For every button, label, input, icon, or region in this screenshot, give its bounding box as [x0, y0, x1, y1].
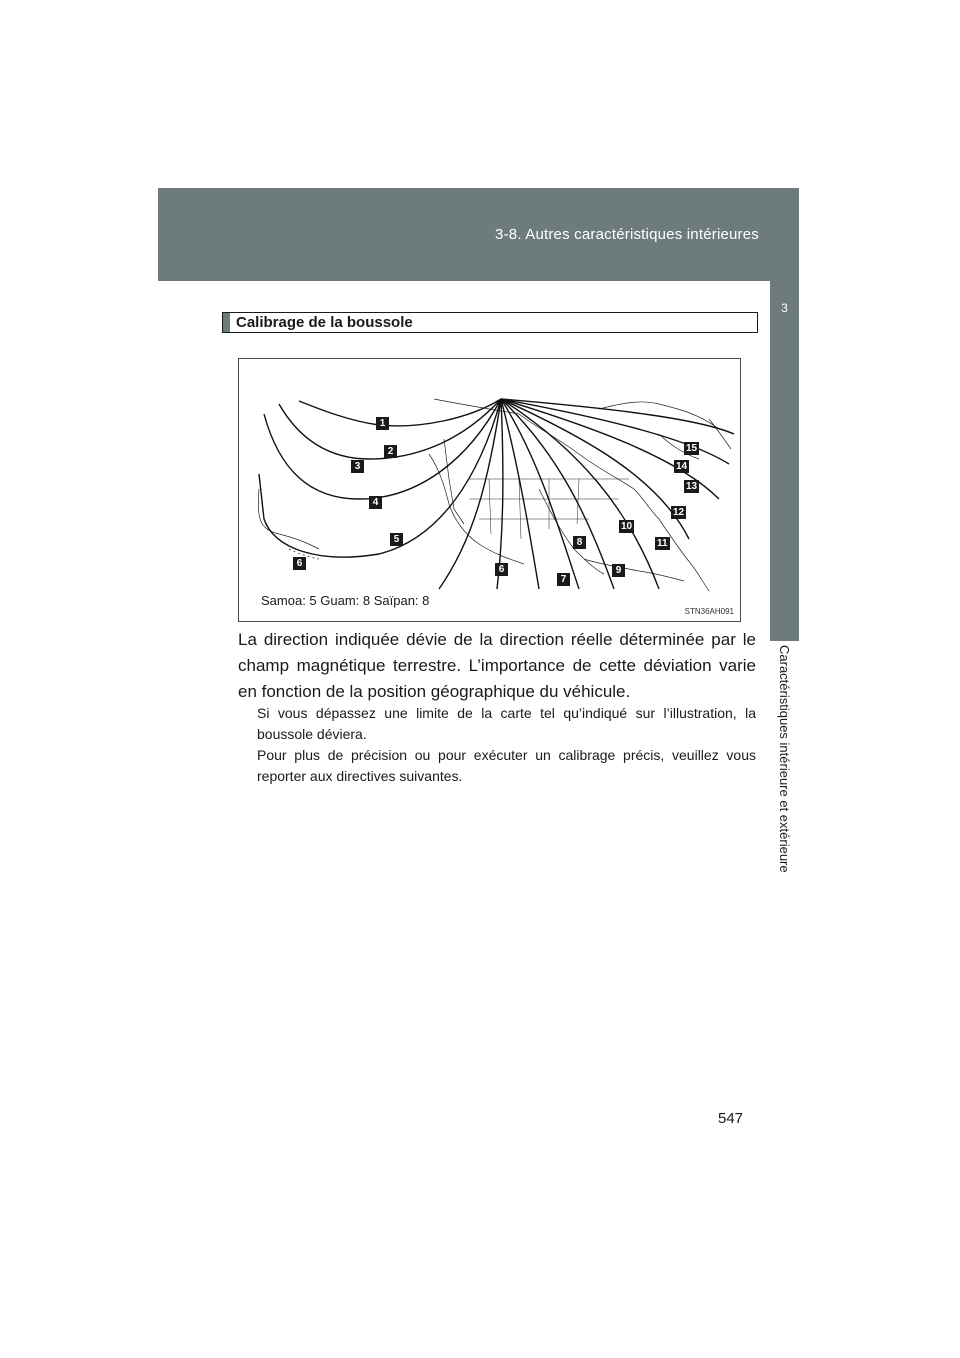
chapter-label: Caractéristiques intérieure et extérieure: [777, 645, 792, 873]
chapter-tab: [770, 281, 799, 641]
lead-paragraph: La direction indiquée dévie de la direction réelle déterminée par le champ magnétique terrestre. L’importance de cette déviation varie en fonction de la position géographique du véhicule.: [238, 630, 756, 701]
zone-badge-2: 2: [384, 445, 397, 458]
zone-badge-10: 10: [621, 521, 633, 532]
zone-badge-13: 13: [686, 481, 698, 492]
page-number: 547: [718, 1110, 744, 1127]
zone-badge-5: 5: [390, 533, 403, 546]
zone-badge-7: 7: [557, 573, 570, 586]
zone-badge-9: 9: [612, 564, 625, 577]
note-line-2: Pour plus de précision ou pour exécuter un calibrage précis, veuillez vous reporter aux directives suivantes.: [257, 747, 756, 784]
zone-badge-4: 4: [369, 496, 382, 509]
figure-caption: Samoa: 5 Guam: 8 Saïpan: 8: [261, 593, 430, 608]
zone-badge-15: 15: [686, 443, 698, 454]
zone-badge-6b: 6: [495, 563, 508, 576]
zone-badge-8: 8: [573, 536, 586, 549]
section-heading: [222, 312, 758, 333]
zone-badge-6a: 6: [293, 557, 306, 570]
compass-zone-map: [238, 358, 741, 622]
chapter-number: 3: [781, 301, 788, 315]
section-title: 3-8. Autres caractéristiques intérieures: [495, 226, 759, 243]
zone-map-drawing: [239, 359, 740, 621]
heading-accent-bar: [223, 313, 230, 332]
header-band: [158, 188, 799, 281]
zone-badge-14: 14: [676, 461, 688, 472]
figure-code: STN36AH091: [684, 607, 734, 616]
note-block: [257, 703, 756, 787]
zone-badge-11: 11: [657, 538, 668, 549]
zone-badge-3: 3: [351, 460, 364, 473]
note-line-1: Si vous dépassez une limite de la carte tel qu’indiqué sur l’illustration, la boussole déviera.: [257, 705, 756, 742]
zone-badge-12: 12: [673, 507, 685, 518]
zone-boundary-lines: [259, 399, 734, 589]
section-heading-text: Calibrage de la boussole: [236, 314, 413, 331]
zone-badge-1: 1: [376, 417, 389, 430]
